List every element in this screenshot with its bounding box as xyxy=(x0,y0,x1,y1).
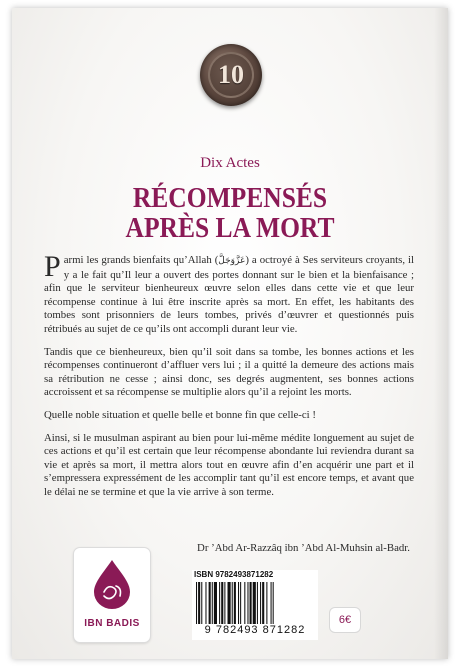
series-number: 10 xyxy=(218,60,244,89)
title-line-1: RÉCOMPENSÉS xyxy=(132,182,328,214)
blurb-paragraph-4: Ainsi, si le musulman aspirant au bien pour lui-même médite longuement au sujet de ces actions et qu’il est certain que leur récompense abondante lui reviendra durant sa vie et après sa mort, il mettra alors tout en œuvre afin d’en acquérir une part et il s’empressera expressément de les accomplir tant qu’il est encore temps, et avant que le délai ne se termine et que la vie arrive à son terme. xyxy=(44,431,414,498)
blurb-paragraph-3: Quelle noble situation et quelle belle et bonne fin que celle-ci ! xyxy=(44,408,316,421)
publisher-logo xyxy=(74,548,150,642)
price-tag: 6€ xyxy=(330,608,360,632)
series-label: Dix Actes xyxy=(200,155,260,171)
cover-edge-shadow xyxy=(434,8,448,659)
publisher-name: IBN BADIS xyxy=(84,618,140,629)
title-line-2: APRÈS LA MORT xyxy=(125,212,335,244)
book-back-cover xyxy=(12,8,448,659)
author-name: Dr ’Abd Ar-Razzâq ibn ’Abd Al-Muhsin al-Badr. xyxy=(197,542,410,554)
blurb-text xyxy=(44,250,414,509)
barcode xyxy=(192,570,318,640)
arabic-honorific: عَزَّوَجَلَّ xyxy=(218,256,246,266)
blurb-p1-start: armi les grands bienfaits qu’Allah ( xyxy=(63,254,219,266)
blurb-paragraph-1 xyxy=(44,250,414,337)
isbn-label: ISBN 9782493871282 xyxy=(194,570,274,579)
blurb-p1-rest: ) a octroyé à Ses serviteurs croyants, il y a le fait qu’Il leur a ouvert des portes donnant sur le bien et la bienfaisance ; afin que le serviteur bienheureux œuvre selon elles dans cette vie et que leur récompense continue à lui être inscrite après sa mort. En effet, les habitants des tombes sont prisonniers de leurs tombes, privés d’œuvrer et questionnés puis rétribués au sujet de ce qu’ils ont accompli durant leur vie. xyxy=(44,254,414,335)
blurb-paragraph-2: Tandis que ce bienheureux, bien qu’il soit dans sa tombe, les bonnes actions et les récompenses continueront d’affluer vers lui ; il a quitté la demeure des actions mais sa rétribution ne cesse ; ainsi donc, ses degrés augmentent, ses bonnes actions accroissent et sa récompense se multiplie alors qu’il a rejoint les morts. xyxy=(44,345,414,399)
ean-digits: 9 782493 871282 xyxy=(204,624,306,636)
drop-cap: P xyxy=(44,250,61,283)
ink-drop-logo-icon xyxy=(90,558,134,610)
barcode-bars xyxy=(194,582,316,624)
wax-seal-icon xyxy=(200,44,262,106)
